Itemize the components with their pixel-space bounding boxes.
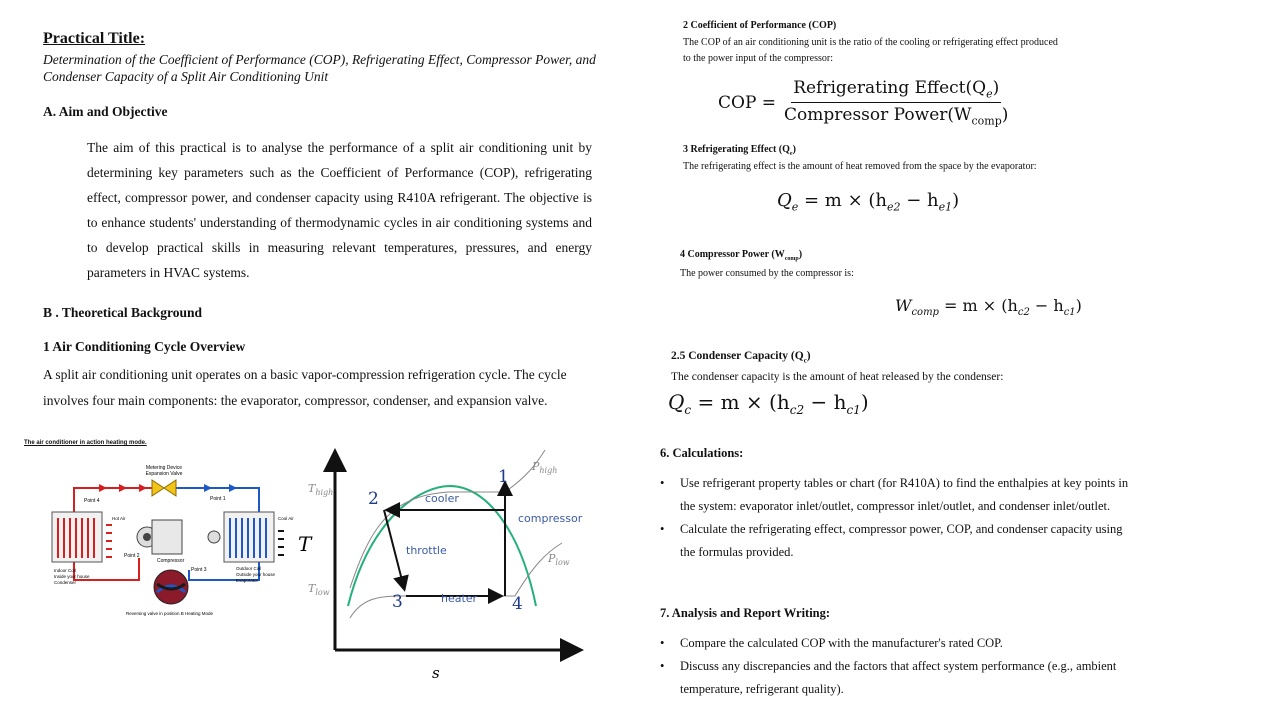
cycle-paragraph: A split air conditioning unit operates on a basic vapor-compression refrigeration cycle. The cycle involves four main components: the evaporator, compressor, condenser, and expansion valve. [43, 367, 567, 408]
cop-text-1: The COP of an air conditioning unit is the ratio of the cooling or refrigerating effect produced [683, 37, 1058, 48]
s-axis-label: s [432, 664, 440, 682]
point3-label: Point 3 [191, 567, 207, 573]
point4-label: Point 4 [84, 498, 100, 504]
inside-house-label: Inside your house [54, 574, 90, 579]
compressor-label: Compressor [157, 558, 185, 564]
schematic-caption: The air conditioner in action heating mode. [24, 440, 147, 446]
calculations-list [660, 472, 1130, 564]
analysis-item-2: • Discuss any discrepancies and the factors that affect system performance (e.g., ambient temperature, refrigerant quality). [660, 655, 1150, 701]
condenser-capacity-equation: $Q_c = m \times (h_{c2} - h_{c1})$ [668, 390, 869, 417]
compressor-icon [152, 520, 182, 554]
cop-lhs: COP = [718, 92, 777, 113]
point-3: 3 [392, 592, 403, 612]
cycle-overview-heading: 1 Air Conditioning Cycle Overview [43, 339, 246, 354]
evaporator-label: Evaporator [236, 578, 259, 583]
condenser-capacity-heading: 2.5 Condenser Capacity $(Q_c)$ [671, 350, 811, 365]
aim-paragraph: The aim of this practical is to analyse the performance of a split air conditioning unit by determining key parameters such as the Coefficient of Performance (COP), refrigerating effect, compressor power, and condenser capacity using R410A refrigerant. The objective is to enhance students' understanding of thermodynamic cycles in air conditioning systems and to develop practical skills in measuring relevant temperatures, pressures, and energy parameters in HVAC systems. [87, 140, 592, 280]
compressor-process-label: compressor [518, 512, 583, 525]
heater-label: heater [441, 592, 478, 605]
expansion-valve-icon [152, 480, 164, 496]
refrigerating-effect-heading: 3 Refrigerating Effect $(Q_e)$ [683, 144, 796, 157]
practical-title: Practical Title: [43, 30, 146, 47]
cool-air-label: Cool Air [278, 516, 294, 521]
cop-denominator: Compressor Power(W [784, 105, 972, 126]
analysis-list [660, 632, 1150, 701]
outdoor-coil-label: Outdoor Coil [236, 566, 262, 571]
t-axis-label: T [298, 532, 312, 556]
cop-numerator: Refrigerating Effect(Q [793, 78, 987, 98]
cop-text-2: to the power input of the compressor: [683, 53, 833, 64]
refrigerating-effect-equation: $Q_e = m \times (h_{e2} - h_{e1})$ [777, 190, 960, 214]
calc-item-1: • Use refrigerant property tables or chart (for R410A) to find the enthalpies at key points in the system: evaporator inlet/outlet, compressor inlet/outlet, and condenser inlet/outlet. [660, 472, 1130, 518]
compressor-power-equation: $W_{comp} = m \times (h_{c2} - h_{c1})$ [895, 296, 1082, 319]
cop-heading: 2 Coefficient of Performance (COP) [683, 20, 837, 31]
compressor-power-heading: 4 Compressor Power $(W_{comp})$ [680, 249, 803, 262]
calculations-heading: 6. Calculations: [660, 446, 744, 460]
expansion-label: Expansion Valve [145, 471, 183, 477]
calc-item-2: • Calculate the refrigerating effect, compressor power, COP, and condenser capacity using the formulas provided. [660, 518, 1130, 564]
condenser-label: Condenser [54, 580, 77, 585]
indoor-coil-label: Indoor Coil [54, 568, 76, 573]
cop-equation: COP = $\frac{Refrigerating Effect(Q_e)}{Compressor Power(W_{comp})}$ [718, 78, 1009, 128]
condenser-capacity-text: The condenser capacity is the amount of heat released by the condenser: [671, 371, 1004, 383]
point-2: 2 [368, 489, 379, 509]
reversing-label: Reversing valve in position B Heating Mode [126, 611, 214, 616]
t-low-label: $T_{low}$ [308, 582, 330, 597]
section-a-heading: A. Aim and Objective [43, 104, 168, 119]
point-4: 4 [512, 594, 523, 614]
ts-diagram [300, 448, 590, 688]
point1-label: Point 1 [210, 496, 226, 502]
metering-label: Metering Device [145, 465, 183, 471]
heating-mode-schematic [44, 460, 304, 620]
hot-air-label: Hot Air [112, 516, 126, 521]
p-high-isobar [350, 450, 545, 588]
cooler-label: cooler [425, 492, 459, 505]
t-high-label: $T_{high}$ [308, 482, 334, 497]
compressor-power-text: The power consumed by the compressor is: [680, 268, 854, 279]
p-low-label: $P_{low}$ [548, 552, 570, 567]
point2-label: Point 2 [124, 553, 140, 559]
throttle-label: throttle [406, 544, 447, 557]
analysis-item-1: • Compare the calculated COP with the manufacturer's rated COP. [660, 632, 1150, 655]
refrigerating-effect-text: The refrigerating effect is the amount of heat removed from the space by the evaporator: [683, 161, 1037, 172]
analysis-heading: 7. Analysis and Report Writing: [660, 606, 831, 620]
p-high-label: $P_{high}$ [532, 460, 558, 475]
practical-subtitle: Determination of the Coefficient of Performance (COP), Refrigerating Effect, Compressor Power, and Condenser Capacity of a Split Air Conditioning Unit [43, 52, 596, 84]
section-b-heading: B . Theoretical Background [43, 305, 203, 320]
outside-house-label: Outside your house [236, 572, 276, 577]
point-1: 1 [498, 467, 509, 487]
